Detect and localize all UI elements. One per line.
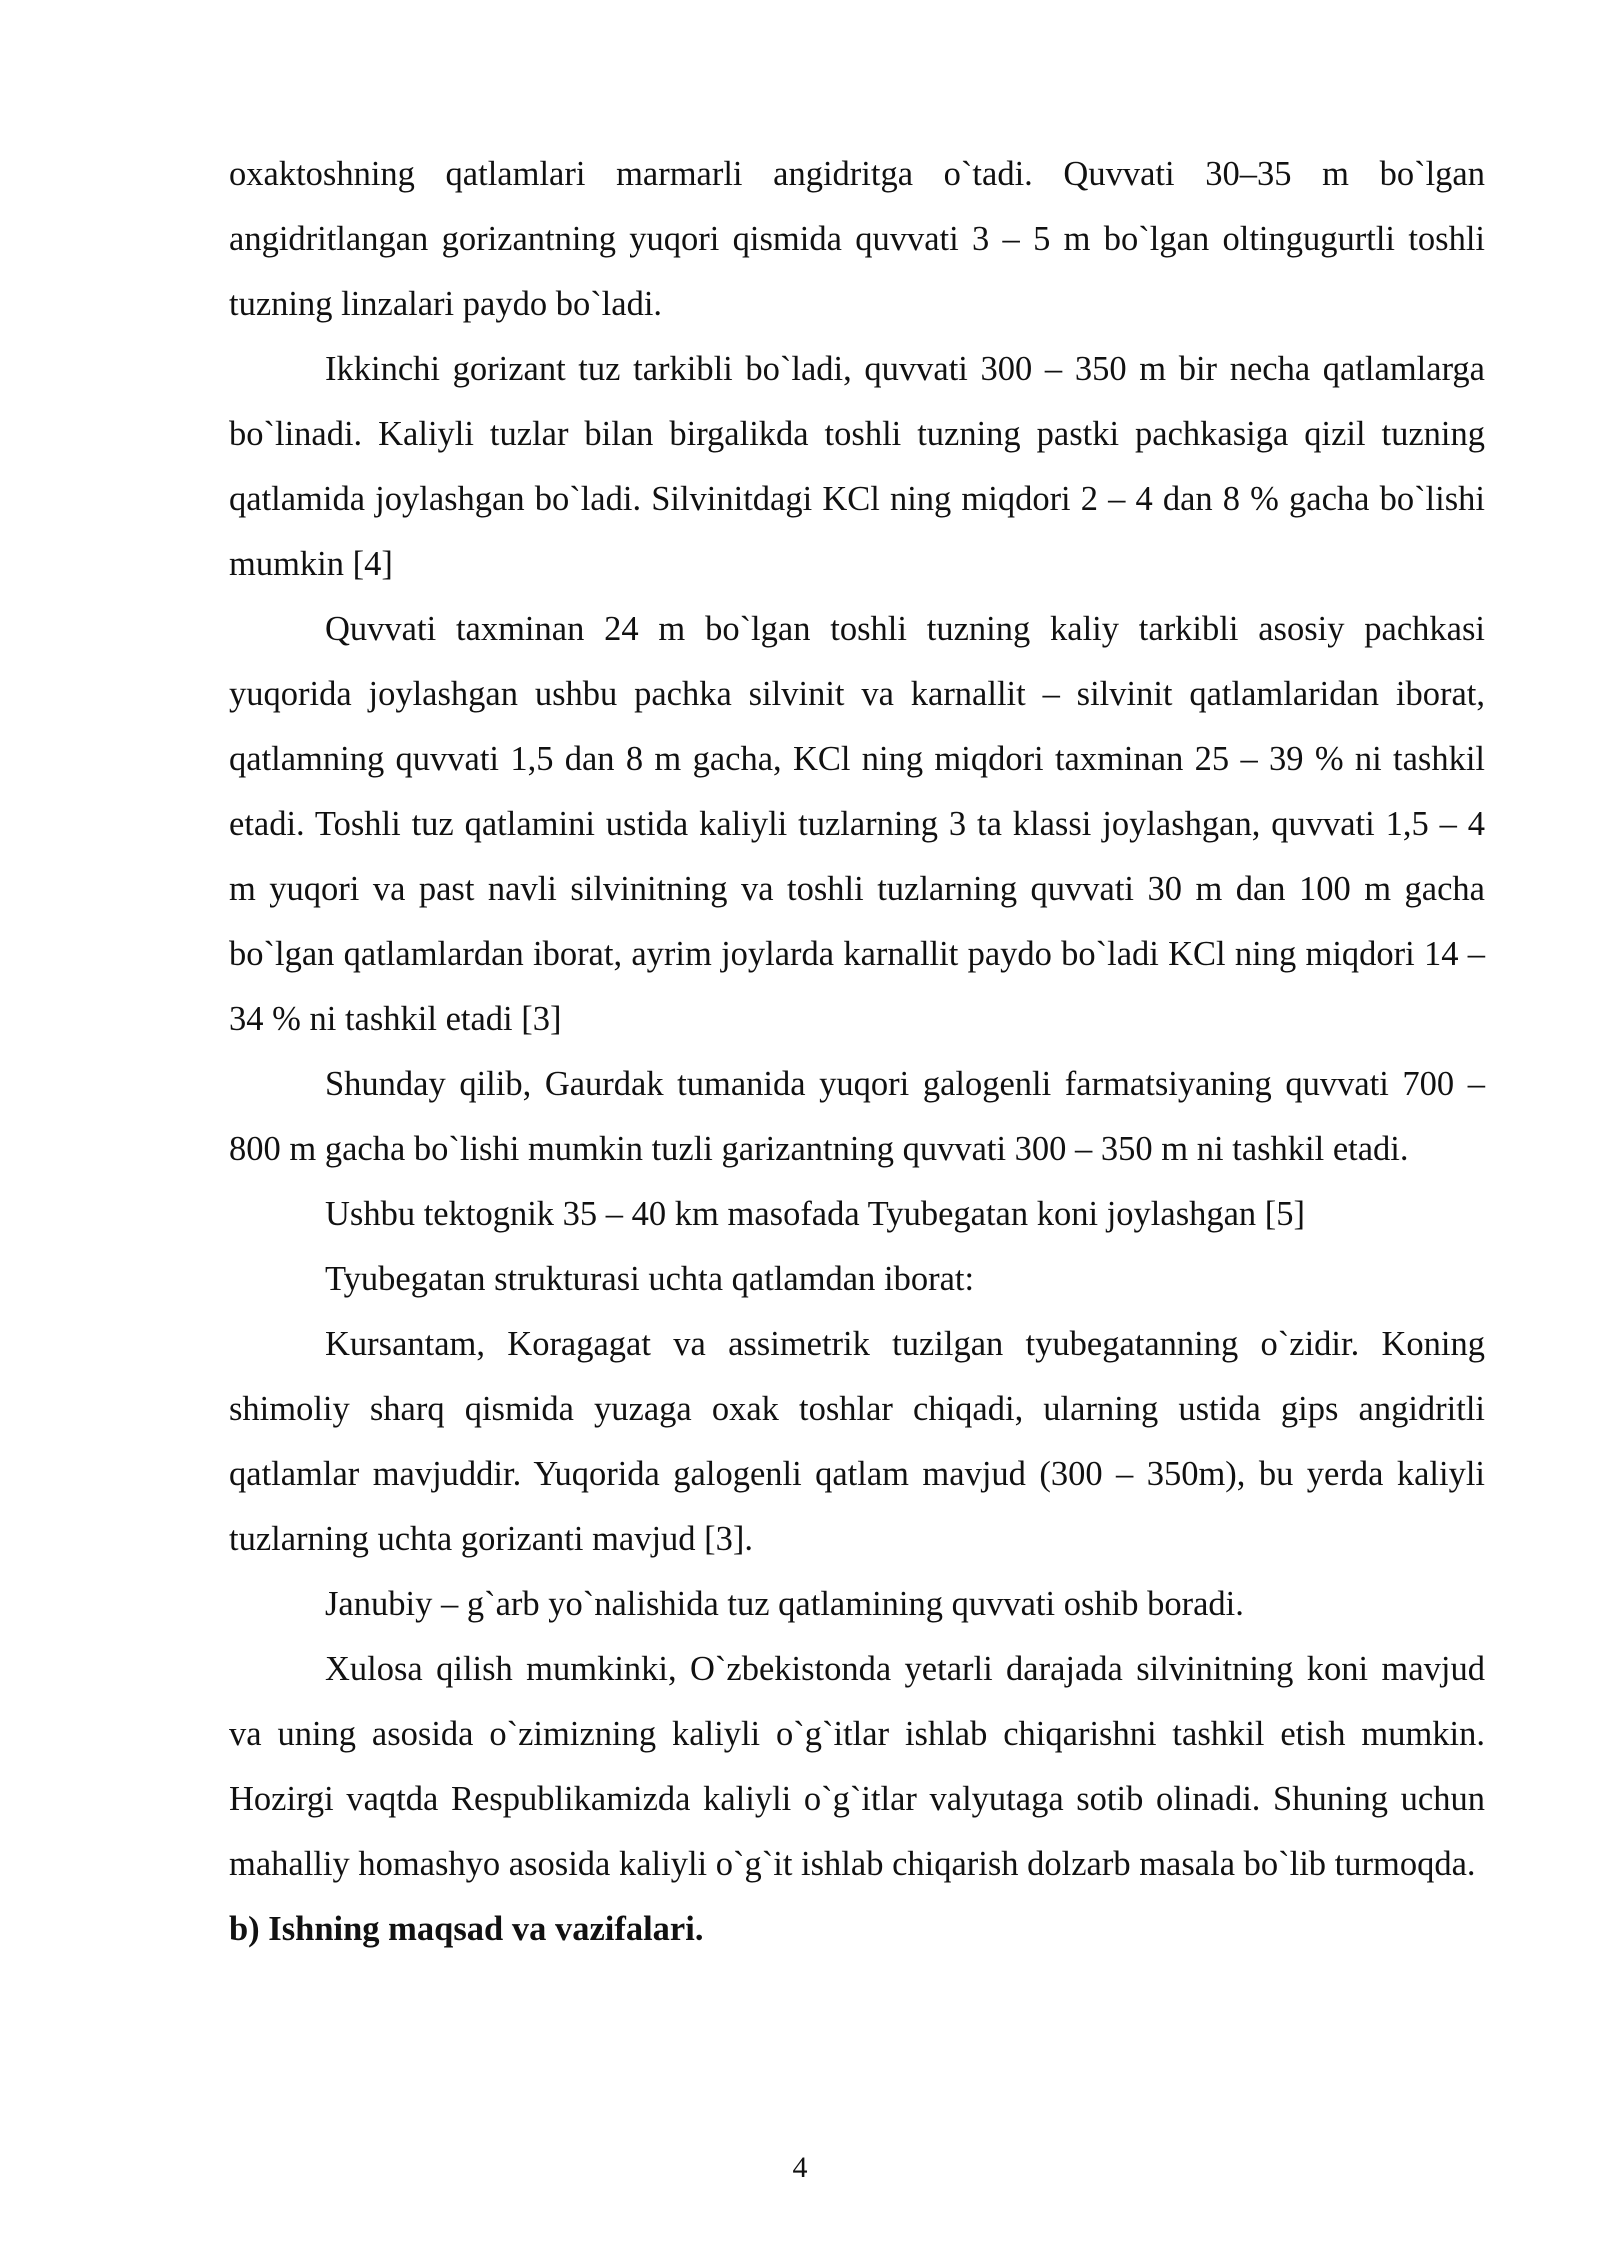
page-body — [229, 142, 1485, 1962]
paragraph-kursantam: Kursantam, Koragagat va assimetrik tuzilgan tyubegatanning o`zidir. Koning shimoliy sharq qismida yuzaga oxak toshlar chiqadi, ularning ustida gips angidritli qatlamlar mavjuddir. Yuqorida galogenli qatlam mavjud (300 – 350m), bu yerda kaliyli tuzlarning uchta gorizanti mavjud [3]. — [229, 1325, 1485, 1558]
paragraph-tyubegatan-location: Ushbu tektognik 35 – 40 km masofada Tyubegatan koni joylashgan [5] — [325, 1195, 1306, 1233]
paragraph-southwest: Janubiy – g`arb yo`nalishida tuz qatlamining quvvati oshib boradi. — [325, 1585, 1244, 1623]
paragraph-continuation: oxaktoshning qatlamlari marmarli angidritga o`tadi. Quvvati 30–35 m bo`lgan angidritlangan gorizantning yuqori qismida quvvati 3 – 5 m bo`lgan oltingugurtli toshli tuzning linzalari paydo bo`ladi. — [229, 155, 1485, 323]
paragraph-second-horizon: Ikkinchi gorizant tuz tarkibli bo`ladi, quvvati 300 – 350 m bir necha qatlamlarga bo`linadi. Kaliyli tuzlar bilan birgalikda toshli tuzning pastki pachkasiga qizil tuzning qatlamida joylashgan bo`ladi. Silvinitdagi KCl ning miqdori 2 – 4 dan 8 % gacha bo`lishi mumkin [4] — [229, 350, 1485, 583]
section-heading: b) Ishning maqsad va vazifalari. — [229, 1910, 704, 1948]
paragraph-tyubegatan-structure: Tyubegatan strukturasi uchta qatlamdan iborat: — [325, 1260, 975, 1298]
paragraph-potassium-pack: Quvvati taxminan 24 m bo`lgan toshli tuzning kaliy tarkibli asosiy pachkasi yuqorida joylashgan ushbu pachka silvinit va karnallit – silvinit qatlamlaridan iborat, qatlamning quvvati 1,5 dan 8 m gacha, KCl ning miqdori taxminan 25 – 39 % ni tashkil etadi. Toshli tuz qatlamini ustida kaliyli tuzlarning 3 ta klassi joylashgan, quvvati 1,5 – 4 m yuqori va past navli silvinitning va toshli tuzlarning quvvati 30 m dan 100 m gacha bo`lgan qatlamlardan iborat, ayrim joylarda karnallit paydo bo`ladi KCl ning miqdori 14 – 34 % ni tashkil etadi [3] — [229, 610, 1485, 1038]
paragraph-conclusion: Xulosa qilish mumkinki, O`zbekistonda yetarli darajada silvinitning koni mavjud va uning asosida o`zimizning kaliyli o`g`itlar ishlab chiqarishni tashkil etish mumkin. Hozirgi vaqtda Respublikamizda kaliyli o`g`itlar valyutaga sotib olinadi. Shuning uchun mahalliy homashyo asosida kaliyli o`g`it ishlab chiqarish dolzarb masala bo`lib turmoqda. — [229, 1650, 1485, 1883]
page-number: 4 — [792, 2151, 808, 2184]
paragraph-gaurdak: Shunday qilib, Gaurdak tumanida yuqori galogenli farmatsiyaning quvvati 700 – 800 m gacha bo`lishi mumkin tuzli garizantning quvvati 300 – 350 m ni tashkil etadi. — [229, 1065, 1485, 1168]
